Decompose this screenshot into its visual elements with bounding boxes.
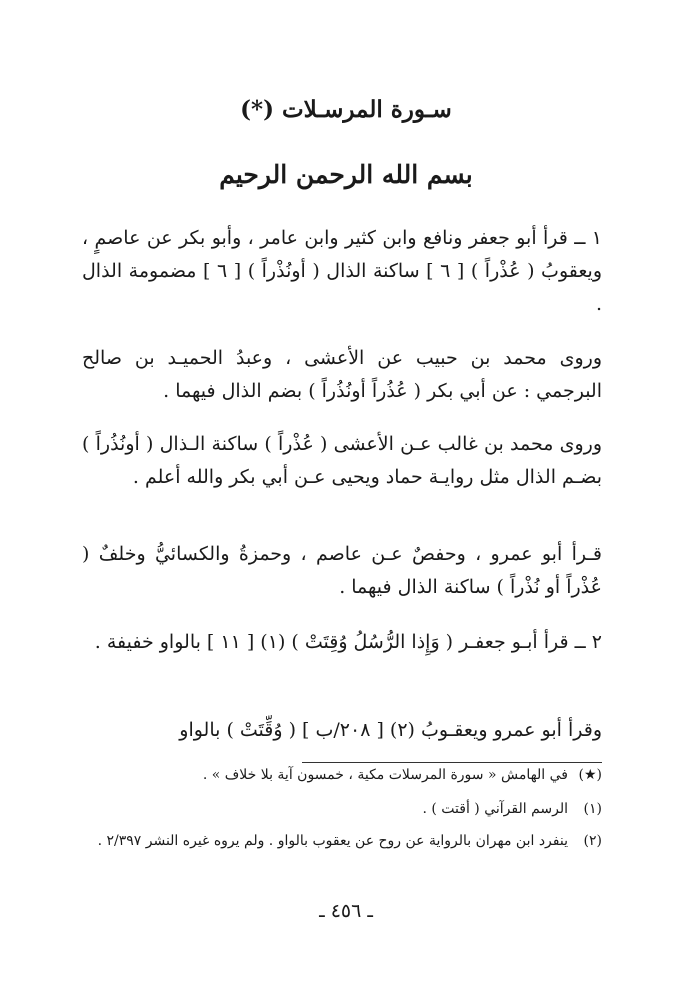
surah-title: سـورة المرسـلات (*) (240, 96, 452, 123)
footnote-mark: (١) (583, 801, 602, 817)
footnote (82, 798, 602, 820)
footnote-text: الرسم القرآني ( أقتت ) . (422, 801, 568, 817)
paragraph-3: وروى محمد بن غالب عـن الأعشى ( عُذْراً ) ساكنة الـذال ( أونُذُراً ) بضـم الذال مثل روايـة حماد ويحيى عـن أبي بكر والله أعلم . (82, 433, 602, 488)
basmala: بسم الله الرحمن الرحيم (219, 160, 473, 189)
paragraph-4: قـرأ أبو عمرو ، وحفصٌ عـن عاصم ، وحمزةُ والكسائيُّ وخلفٌ ( عُذْراً أو نُذْراً ) ساكنة الذال فيهما . (82, 543, 602, 598)
footnote-text: في الهامش « سورة المرسلات مكية ، خمسون آية بلا خلاف » . (202, 767, 568, 783)
paragraph-5: ٢ ــ قرأ أبـو جعفـر ( وَإِذا الرُّسُلُ وُقِتَتْ ) (١) [ ١١ ] بالواو خفيفة . (94, 631, 602, 653)
footnote-text: ينفرد ابن مهران بالرواية عن روح عن يعقوب بالواو . ولم يروه غيره النشر ٢/٣٩٧ . (97, 833, 568, 849)
footnote (82, 764, 602, 786)
paragraph-6: وقرأ أبو عمرو ويعقـوبُ (٢) [ ٢٠٨/ب ] ( وُقِّتَتْ ) بالواو (179, 719, 602, 741)
paragraph-1: ١ ــ قرأ أبو جعفر ونافع وابن كثير وابن عامر ، وأبو بكر عن عاصمٍ ، ويعقوبُ ( عُذْراً ) [ ٦ ] ساكنة الذال ( أونُذْراً ) [ ٦ ] مضمومة الذال . (82, 227, 602, 315)
footnote-mark: (٢) (583, 833, 602, 849)
footnote (82, 830, 602, 852)
footnote-mark: (★) (578, 767, 602, 783)
page-number: ـ ٤٥٦ ـ (319, 900, 373, 922)
paragraph-2: وروى محمد بن حبيب عن الأعشى ، وعبدُ الحميـد بن صالح البرجمي : عن أبي بكر ( عُذُراً أونُذُراً ) بضم الذال فيهما . (82, 347, 602, 402)
footnote-divider (302, 762, 602, 763)
